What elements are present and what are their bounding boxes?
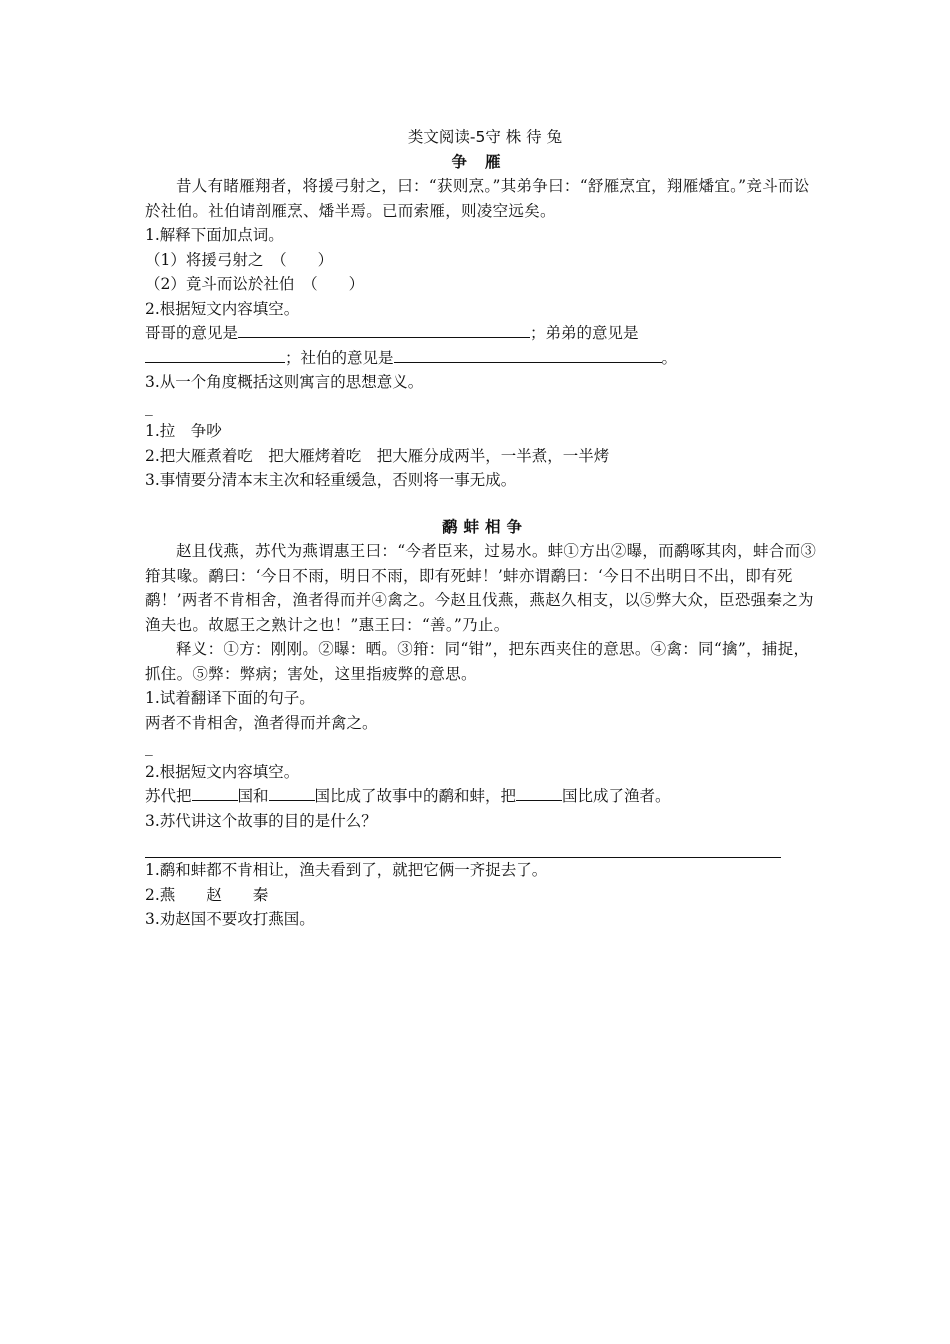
section1-fill-line1: [145, 321, 825, 346]
country-blank-2[interactable]: [269, 784, 315, 801]
brother-opinion-blank[interactable]: [238, 321, 530, 338]
section1-answer2: 2.把大雁煮着吃 把大雁烤着吃 把大雁分成两半，一半煮，一半烤: [145, 446, 610, 465]
country-blank-3[interactable]: [516, 784, 562, 801]
section1-heading: 争雁: [451, 152, 519, 171]
section2-heading: 鹬蚌相争: [441, 517, 528, 536]
sentence-end: 。: [661, 348, 678, 367]
section1-fill-line2: [145, 346, 825, 371]
section1-answer1: 1.拉 争吵: [145, 422, 222, 440]
sheriff-opinion-blank[interactable]: [394, 346, 662, 363]
section2-fill-line: [145, 784, 825, 809]
section2-passage: 赵且伐燕，苏代为燕谓惠王曰：“今者臣来，过易水。蚌①方出②曝，而鹬啄其肉，蚌合而③箝其喙。鹬曰：‘今日不雨，明日不雨，即有死蚌！’蚌亦谓鹬曰：‘今日不出明日不出，即有死鹬！’两者不肯相舍，渔者得而并④禽之。今赵且伐燕，燕赵久相支，以⑤弊大众，臣恐强秦之为渔夫也。故愿王之熟计之也！”惠王曰：“善。”乃止。: [145, 542, 817, 634]
section1-question1: 1.解释下面加点词。: [145, 226, 284, 244]
answer-rule-line[interactable]: [145, 833, 781, 858]
younger-brother-opinion-label: ；弟弟的意见是: [530, 324, 639, 342]
section1-question3: 3.从一个角度概括这则寓言的思想意义。: [145, 373, 424, 391]
section2-notes: 释义：①方：刚刚。②曝：晒。③箝：同“钳”，把东西夹住的意思。④禽：同“擒”，捕捉，抓住。⑤弊：弊病；害处，这里指疲弊的意思。: [145, 640, 810, 683]
section1-question2: 2.根据短文内容填空。: [145, 299, 300, 318]
section2-question1-sentence: 两者不肯相舍，渔者得而并禽之。: [145, 713, 378, 732]
section1-passage: 昔人有睹雁翔者，将援弓射之，曰：“获则烹。”其弟争曰：“舒雁烹宜，翔雁燔宜。”竞斗而讼於社伯。社伯请剖雁烹、燔半焉。已而索雁，则凌空远矣。: [145, 177, 810, 220]
section2-dash: _: [145, 738, 153, 756]
section2-question2: 2.根据短文内容填空。: [145, 762, 300, 781]
fill-part-b: 国和: [237, 787, 269, 805]
fill-part-a: 苏代把: [145, 787, 192, 805]
section1-question1a: （1）将援弓射之 （ ）: [145, 250, 334, 269]
document-title: 类文阅读-5守 株 待 兔: [407, 128, 563, 146]
fill-part-d: 国比成了渔者。: [562, 787, 671, 805]
document-page: [145, 125, 825, 932]
brother-opinion-label: 哥哥的意见是: [145, 324, 239, 342]
section2-question3: 3.苏代讲这个故事的目的是什么？: [145, 811, 377, 830]
fill-part-c: 国比成了故事中的鹬和蚌，把: [314, 787, 517, 805]
section1-question1b: （2）竟斗而讼於社伯 （ ）: [145, 275, 365, 293]
section1-answer3: 3.事情要分清本末主次和轻重缓急，否则将一事无成。: [145, 471, 517, 489]
section2-question1: 1.试着翻译下面的句子。: [145, 689, 315, 707]
section2-answer2: 2.燕 赵 秦: [145, 885, 269, 904]
country-blank-1[interactable]: [192, 784, 238, 801]
younger-brother-opinion-blank[interactable]: [145, 346, 285, 363]
section1-dash: _: [145, 397, 153, 416]
sheriff-opinion-label: ；社伯的意见是: [285, 348, 394, 367]
section2-answer1: 1.鹬和蚌都不肯相让，渔夫看到了，就把它俩一齐捉去了。: [145, 861, 548, 879]
section2-answer3: 3.劝赵国不要攻打燕国。: [145, 910, 315, 928]
